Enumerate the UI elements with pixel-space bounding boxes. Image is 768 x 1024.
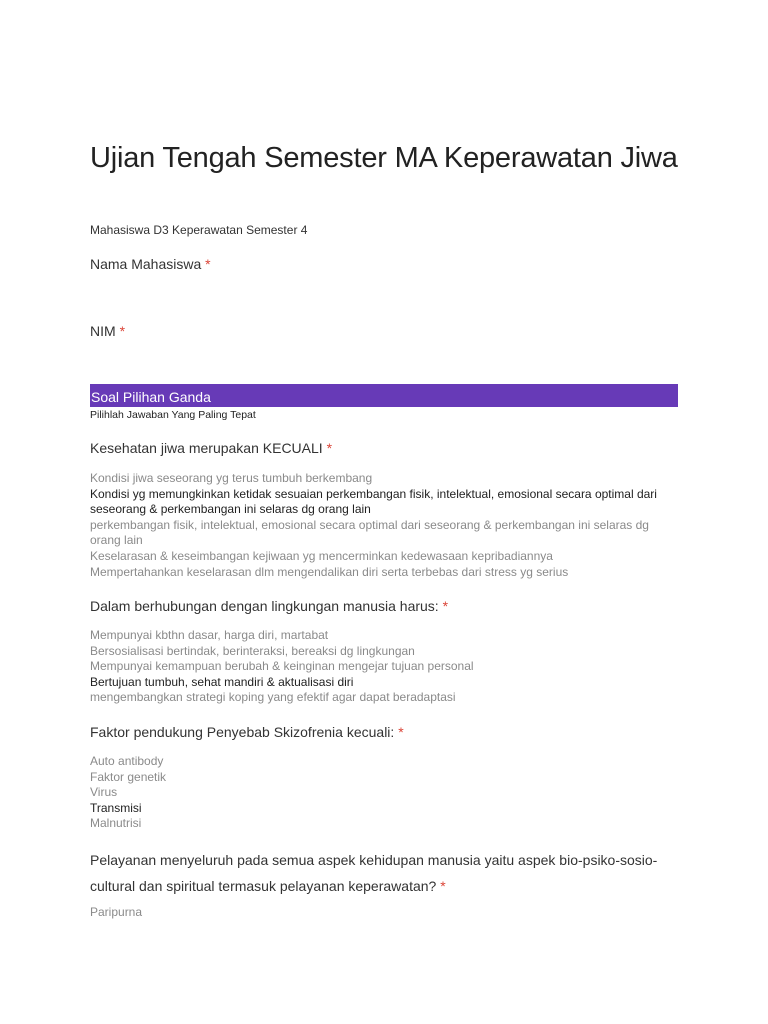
question-text: Pelayanan menyeluruh pada semua aspek kehidupan manusia yaitu aspek bio-psiko-sosio-cultural dan spiritual termasuk pelayanan keperawatan? — [90, 852, 658, 894]
option[interactable]: Mempunyai kemampuan berubah & keinginan mengejar tujuan personal — [90, 659, 474, 674]
section-description: Pilihlah Jawaban Yang Paling Tepat — [90, 409, 256, 421]
required-mark: * — [398, 724, 404, 740]
name-field-label — [90, 256, 211, 272]
option[interactable]: Keselarasan & keseimbangan kejiwaan yg mencerminkan kedewasaan kepribadiannya — [90, 548, 553, 563]
option[interactable]: Auto antibody — [90, 754, 164, 768]
nim-label-text: NIM — [90, 323, 116, 339]
option[interactable]: Bertujuan tumbuh, sehat mandiri & aktualisasi diri — [90, 674, 354, 689]
required-mark: * — [442, 598, 449, 614]
required-mark: * — [326, 440, 333, 456]
form-title: Ujian Tengah Semester MA Keperawatan Jiwa — [90, 142, 678, 174]
question-1-title — [90, 440, 678, 456]
required-mark: * — [440, 878, 446, 894]
option[interactable]: Kondisi jiwa seseorang yg terus tumbuh berkembang — [90, 471, 373, 485]
nim-field-label — [90, 323, 125, 339]
name-label-text: Nama Mahasiswa — [90, 256, 202, 272]
option[interactable]: Faktor genetik — [90, 769, 167, 784]
required-mark: * — [119, 323, 126, 339]
question-2-title — [90, 598, 678, 614]
option[interactable]: Paripurna — [90, 905, 143, 919]
question-1-options — [90, 471, 678, 580]
section-header: Soal Pilihan Ganda — [90, 384, 678, 407]
question-text: Dalam berhubungan dengan lingkungan manusia harus: — [90, 598, 439, 614]
option[interactable]: Kondisi yg memungkinkan ketidak sesuaian perkembangan fisik, intelektual, emosional secara optimal dari seseorang & perkembangan ini selaras dg orang lain — [90, 486, 657, 517]
question-2-options — [90, 628, 678, 706]
option[interactable]: Transmisi — [90, 800, 142, 815]
question-4-options — [90, 905, 678, 921]
option[interactable]: Virus — [90, 785, 118, 800]
option[interactable]: Malnutrisi — [90, 816, 142, 831]
question-4-title — [90, 847, 678, 899]
option[interactable]: Mempertahankan keselarasan dlm mengendalikan diri serta terbebas dari stress yg serius — [90, 564, 569, 579]
required-mark: * — [205, 256, 211, 272]
option[interactable]: perkembangan fisik, intelektual, emosional secara optimal dari seseorang & perkembangan ini selaras dg orang lain — [90, 517, 649, 548]
question-text: Kesehatan jiwa merupakan KECUALI — [90, 440, 323, 456]
question-text: Faktor pendukung Penyebab Skizofrenia kecuali: — [90, 724, 395, 740]
option[interactable]: Bersosialisasi bertindak, berinteraksi, bereaksi dg lingkungan — [90, 643, 415, 658]
question-3-title — [90, 724, 678, 740]
question-3-options — [90, 754, 678, 832]
option[interactable]: Mempunyai kbthn dasar, harga diri, martabat — [90, 628, 329, 642]
form-subtitle: Mahasiswa D3 Keperawatan Semester 4 — [90, 223, 308, 237]
option[interactable]: mengembangkan strategi koping yang efektif agar dapat beradaptasi — [90, 690, 456, 705]
